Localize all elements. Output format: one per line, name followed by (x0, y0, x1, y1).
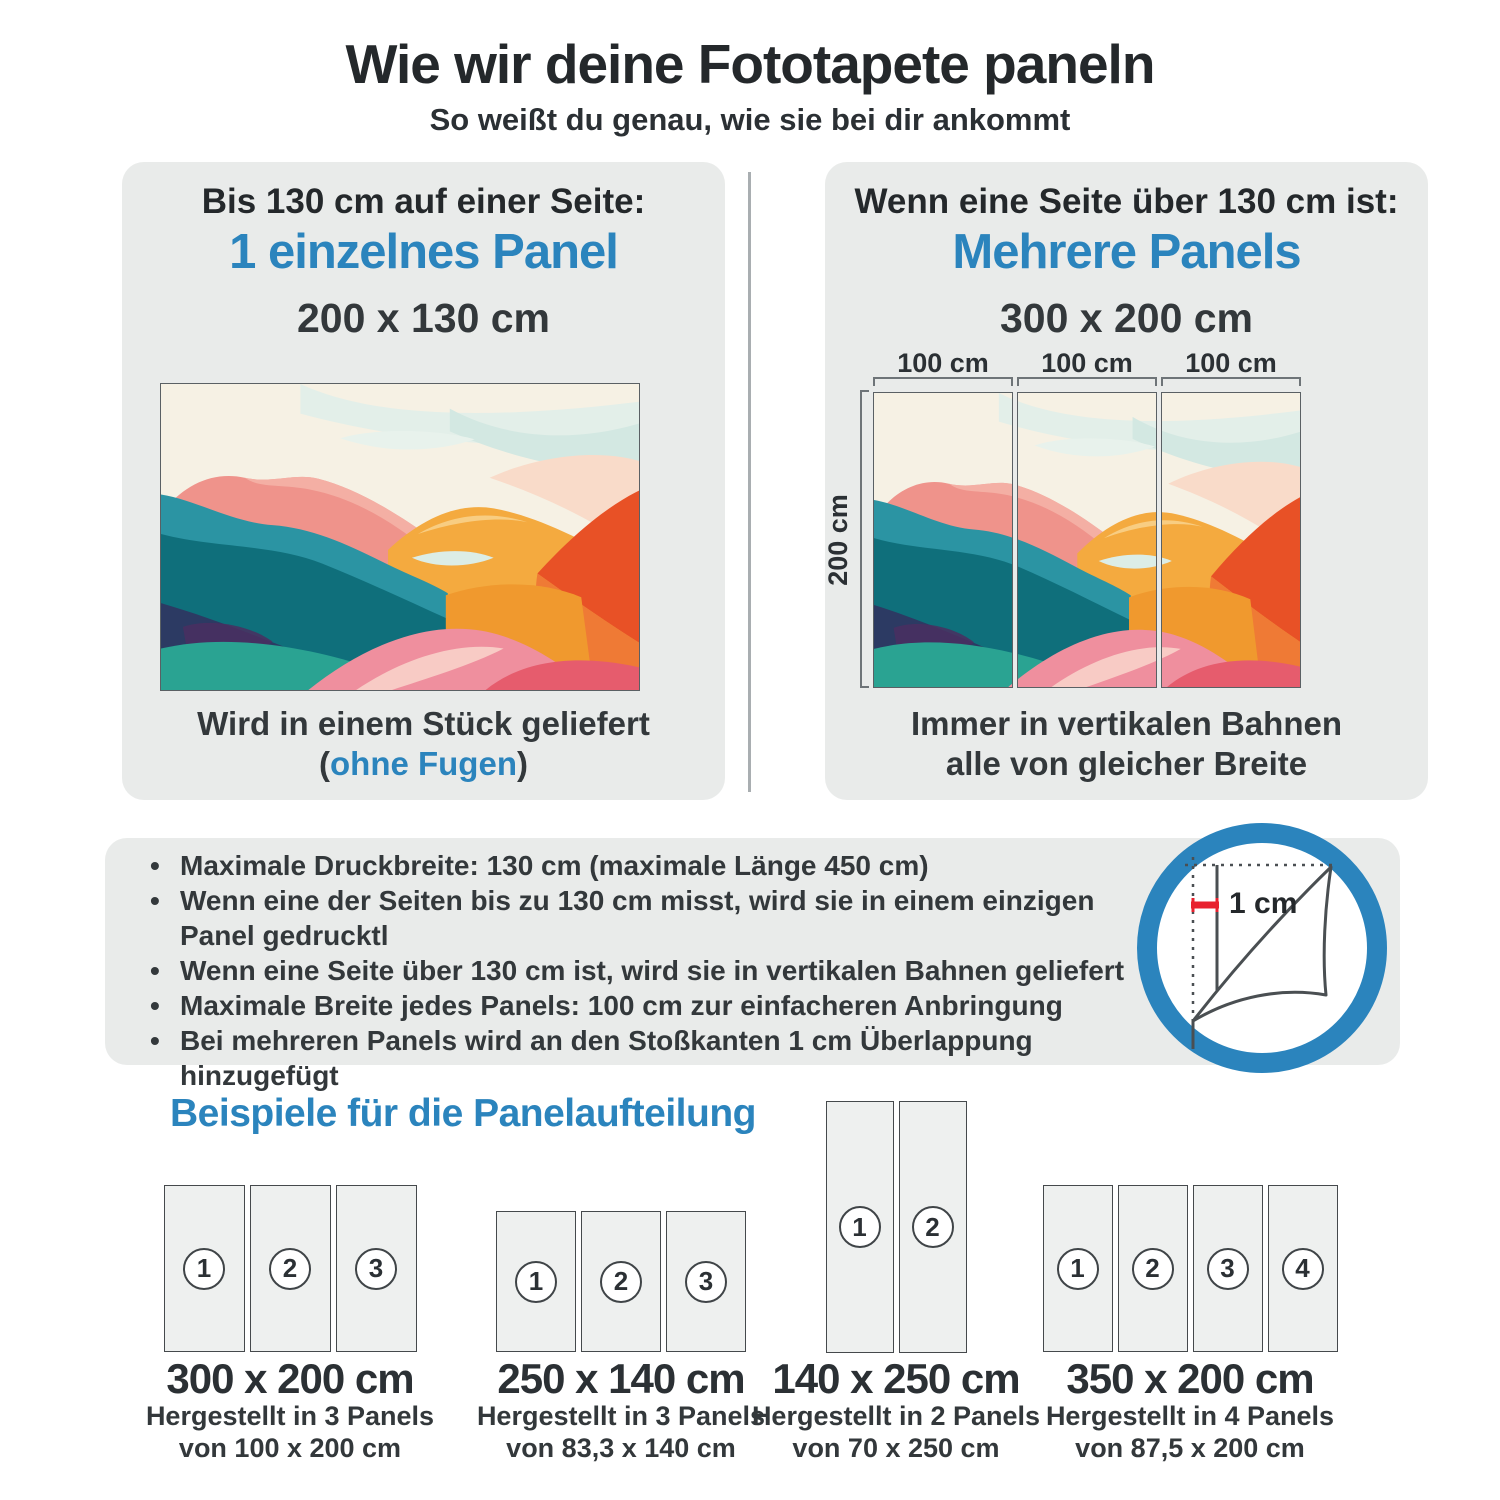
panel-number-badge: 2 (269, 1248, 311, 1290)
width-measure-bracket-2 (1017, 377, 1157, 386)
wallpaper-panel-slice-2 (1017, 392, 1157, 688)
example-140x250 (736, 1095, 1056, 1475)
single-panel-headline: 1 einzelnes Panel (229, 225, 618, 279)
info-bullet: • Maximale Druckbreite: 130 cm (maximale Länge 450 cm) (150, 848, 1160, 883)
panel-width-label-3: 100 cm (1185, 348, 1277, 378)
example-panel (666, 1211, 746, 1352)
example-panels-line: Hergestellt in 3 Panels (476, 1401, 766, 1431)
watercolor-mountains-art (1161, 393, 1301, 688)
example-dimensions-line: von 87,5 x 200 cm (1075, 1433, 1305, 1463)
example-panels-line: Hergestellt in 4 Panels (1045, 1401, 1335, 1431)
page-peel-icon (1173, 843, 1351, 1053)
width-measure-bracket-1 (873, 377, 1013, 386)
panel-number-badge: 1 (515, 1261, 557, 1303)
single-panel-condition: Bis 130 cm auf einer Seite: (201, 182, 646, 221)
panel-number-badge: 2 (912, 1206, 954, 1248)
example-size: 350 x 200 cm (1066, 1355, 1314, 1402)
overlap-measure-label: 1 cm (1229, 887, 1298, 920)
panel-number-badge: 4 (1282, 1248, 1324, 1290)
example-dimensions-line: von 70 x 250 cm (792, 1433, 1000, 1463)
example-300x200 (130, 1095, 450, 1475)
example-panel (250, 1185, 331, 1352)
height-measure-bracket (860, 390, 869, 688)
multi-panel-size: 300 x 200 cm (999, 295, 1254, 341)
overlap-circle-icon (1137, 823, 1387, 1073)
wallpaper-preview-image (160, 383, 640, 691)
info-bullet: • Wenn eine der Seiten bis zu 130 cm misst, wird sie in einem einzigen Panel gedrucktl (150, 883, 1160, 953)
panel-number-badge: 1 (183, 1248, 225, 1290)
example-panel-row (736, 1101, 1056, 1353)
paren-close: ) (516, 745, 528, 782)
wallpaper-panel-slice-3 (1161, 392, 1301, 688)
paren-open: ( (319, 745, 330, 782)
example-dimensions-line: von 83,3 x 140 cm (506, 1433, 736, 1463)
panel-number-badge: 2 (1132, 1248, 1174, 1290)
watercolor-mountains-art (161, 384, 639, 690)
example-panel (164, 1185, 245, 1352)
wallpaper-panel-slice-1 (873, 392, 1013, 688)
example-350x200 (1030, 1095, 1350, 1475)
panel-number-badge: 3 (1207, 1248, 1249, 1290)
panel-number-badge: 1 (839, 1206, 881, 1248)
example-panel (1268, 1185, 1338, 1352)
multi-panel-headline: Mehrere Panels (952, 225, 1301, 279)
example-panel (581, 1211, 661, 1352)
single-panel-size: 200 x 130 cm (296, 295, 551, 341)
panel-number-badge: 1 (1057, 1248, 1099, 1290)
example-panel-row (1030, 1185, 1350, 1352)
panel-height-label: 200 cm (823, 494, 853, 586)
panel-number-badge: 3 (685, 1261, 727, 1303)
watercolor-mountains-art (874, 393, 1013, 688)
example-250x140 (461, 1095, 781, 1475)
multi-panel-card (825, 162, 1428, 800)
delivery-highlight: ohne Fugen (330, 745, 517, 782)
width-measure-bracket-3 (1161, 377, 1301, 386)
single-panel-delivery-line1: Wird in einem Stück geliefert (197, 705, 650, 742)
page-title: Wie wir deine Fototapete paneln (345, 33, 1155, 95)
example-size: 140 x 250 cm (772, 1355, 1020, 1402)
example-panel (1118, 1185, 1188, 1352)
example-panel (336, 1185, 417, 1352)
example-panel (1193, 1185, 1263, 1352)
multi-panel-delivery-line2: alle von gleicher Breite (945, 745, 1308, 782)
multi-panel-delivery-line1: Immer in vertikalen Bahnen (911, 705, 1342, 742)
example-panel (496, 1211, 576, 1352)
example-size: 250 x 140 cm (497, 1355, 745, 1402)
single-panel-delivery-line2 (122, 745, 725, 783)
example-panels-line: Hergestellt in 2 Panels (751, 1401, 1041, 1431)
example-panel (899, 1101, 967, 1353)
multi-panel-condition: Wenn eine Seite über 130 cm ist: (854, 182, 1399, 221)
panel-number-badge: 3 (355, 1248, 397, 1290)
example-panel (1043, 1185, 1113, 1352)
info-bullet: • Wenn eine Seite über 130 cm ist, wird sie in vertikalen Bahnen geliefert (150, 953, 1160, 988)
single-panel-card (122, 162, 725, 800)
example-panel-row (130, 1185, 450, 1352)
info-bullet: • Maximale Breite jedes Panels: 100 cm zur einfacheren Anbringung (150, 988, 1160, 1023)
example-panel (826, 1101, 894, 1353)
info-bullet-list (150, 848, 1160, 1093)
example-size: 300 x 200 cm (166, 1355, 414, 1402)
panel-number-badge: 2 (600, 1261, 642, 1303)
examples-heading: Beispiele für die Panelaufteilung (170, 1092, 756, 1135)
example-panel-row (461, 1211, 781, 1352)
example-dimensions-line: von 100 x 200 cm (178, 1433, 402, 1463)
card-divider (748, 172, 751, 792)
example-panels-line: Hergestellt in 3 Panels (145, 1401, 435, 1431)
panel-width-label-1: 100 cm (897, 348, 989, 378)
page-subtitle: So weißt du genau, wie sie bei dir ankommt (429, 102, 1071, 137)
info-bullet: • Bei mehreren Panels wird an den Stoßkanten 1 cm Überlappung hinzugefügt (150, 1023, 1160, 1093)
panel-width-label-2: 100 cm (1041, 348, 1133, 378)
watercolor-mountains-art (1017, 393, 1157, 688)
